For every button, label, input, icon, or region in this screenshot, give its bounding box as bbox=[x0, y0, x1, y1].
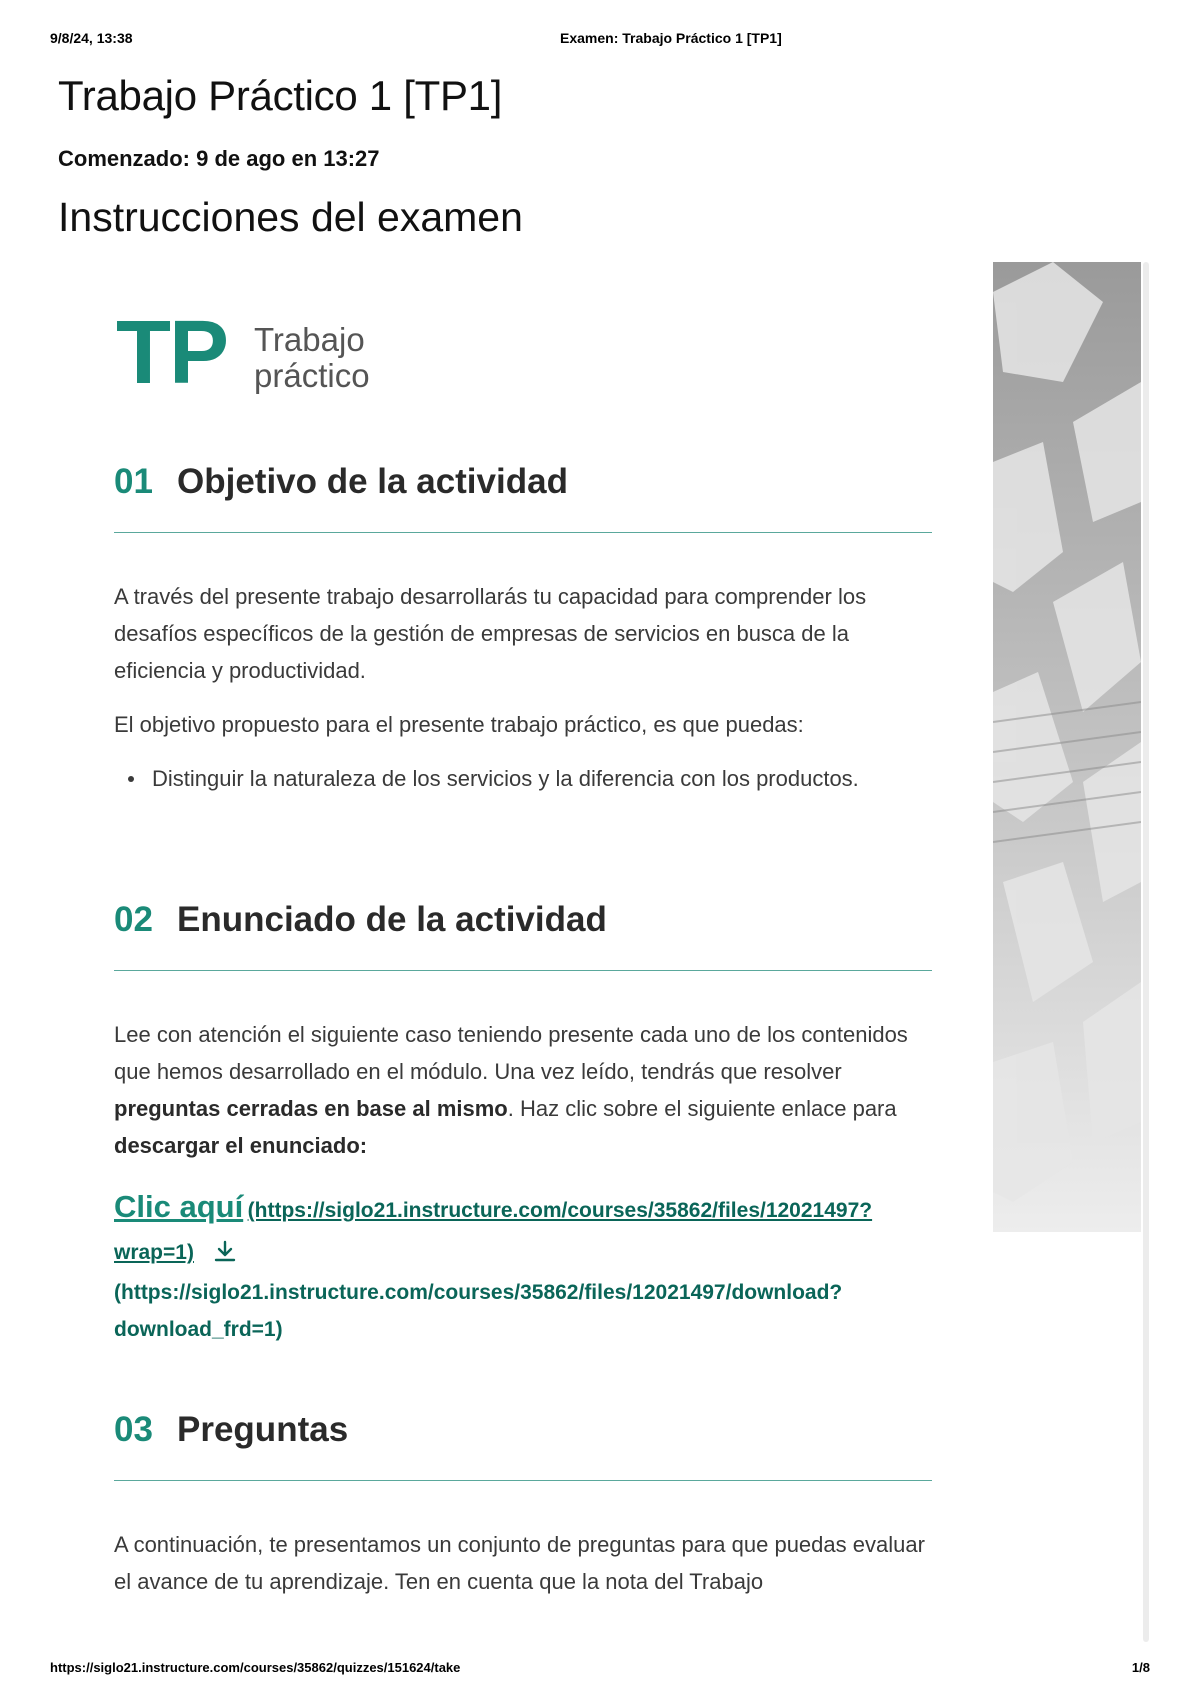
section-03-header bbox=[114, 1410, 932, 1490]
decorative-banner-image bbox=[993, 262, 1141, 1232]
section-01-header bbox=[114, 462, 932, 542]
tp-logo-word-line2: práctico bbox=[254, 357, 370, 394]
section-03-paragraph: A continuación, te presentamos un conjunto de preguntas para que puedas evaluar el avance de tu aprendizaje. Ten en cuenta que la nota del Trabajo bbox=[114, 1532, 925, 1594]
file-link-url-cont[interactable]: wrap=1) bbox=[114, 1241, 194, 1264]
section-01-paragraph-2: El objetivo propuesto para el presente trabajo práctico, es que puedas: bbox=[114, 712, 804, 737]
started-timestamp: Comenzado: 9 de ago en 13:27 bbox=[58, 146, 380, 171]
para-bold: preguntas cerradas en base al mismo bbox=[114, 1096, 508, 1121]
print-page-number: 1/8 bbox=[1131, 1660, 1150, 1675]
section-number: 03 bbox=[114, 1410, 153, 1449]
print-footer bbox=[50, 1660, 1150, 1680]
section-title: Preguntas bbox=[177, 1410, 349, 1449]
download-link-url[interactable]: (https://siglo21.instructure.com/courses/35862/files/12021497/download? bbox=[114, 1281, 843, 1304]
para-text: Lee con atención el siguiente caso teniendo presente cada uno de los contenidos que hemos desarrollado en el módulo. Una vez leído, tendrás que resolver bbox=[114, 1022, 908, 1084]
instructions-title: Instrucciones del examen bbox=[58, 194, 523, 240]
section-number: 01 bbox=[114, 462, 153, 501]
tp-logo-letters: TP bbox=[116, 303, 228, 403]
section-title: Enunciado de la actividad bbox=[177, 900, 607, 939]
download-icon[interactable] bbox=[212, 1239, 238, 1270]
section-divider bbox=[114, 532, 932, 533]
section-02-header bbox=[114, 900, 932, 980]
para-text: . Haz clic sobre el siguiente enlace para bbox=[507, 1096, 897, 1121]
section-divider bbox=[114, 970, 932, 971]
para-bold: descargar el enunciado: bbox=[114, 1133, 368, 1158]
tp-logo-word bbox=[254, 322, 370, 394]
scrollbar-track[interactable] bbox=[1143, 262, 1149, 1642]
section-02-paragraph bbox=[114, 1016, 932, 1164]
print-date: 9/8/24, 13:38 bbox=[50, 30, 133, 46]
tp-logo-word-line1: Trabajo bbox=[254, 321, 365, 358]
click-here-link[interactable]: Clic aquí bbox=[114, 1189, 244, 1224]
file-link-url[interactable]: (https://siglo21.instructure.com/courses/35862/files/12021497? bbox=[247, 1199, 873, 1222]
print-url: https://siglo21.instructure.com/courses/35862/quizzes/151624/take bbox=[50, 1660, 461, 1675]
page-title: Trabajo Práctico 1 [TP1] bbox=[58, 72, 503, 119]
list-item: Distinguir la naturaleza de los servicios y la diferencia con los productos. bbox=[114, 760, 932, 797]
section-title: Objetivo de la actividad bbox=[177, 462, 568, 501]
tp-logo bbox=[116, 303, 416, 403]
print-doc-title: Examen: Trabajo Práctico 1 [TP1] bbox=[560, 30, 782, 46]
download-link-block bbox=[114, 1186, 944, 1348]
objectives-list bbox=[114, 760, 932, 797]
section-divider bbox=[114, 1480, 932, 1481]
section-number: 02 bbox=[114, 900, 153, 939]
print-header bbox=[50, 30, 1150, 50]
download-link-url-cont[interactable]: download_frd=1) bbox=[114, 1318, 283, 1341]
section-01-paragraph-1: A través del presente trabajo desarrollarás tu capacidad para comprender los desafíos específicos de la gestión de empresas de servicios en busca de la eficiencia y productividad. bbox=[114, 584, 867, 683]
